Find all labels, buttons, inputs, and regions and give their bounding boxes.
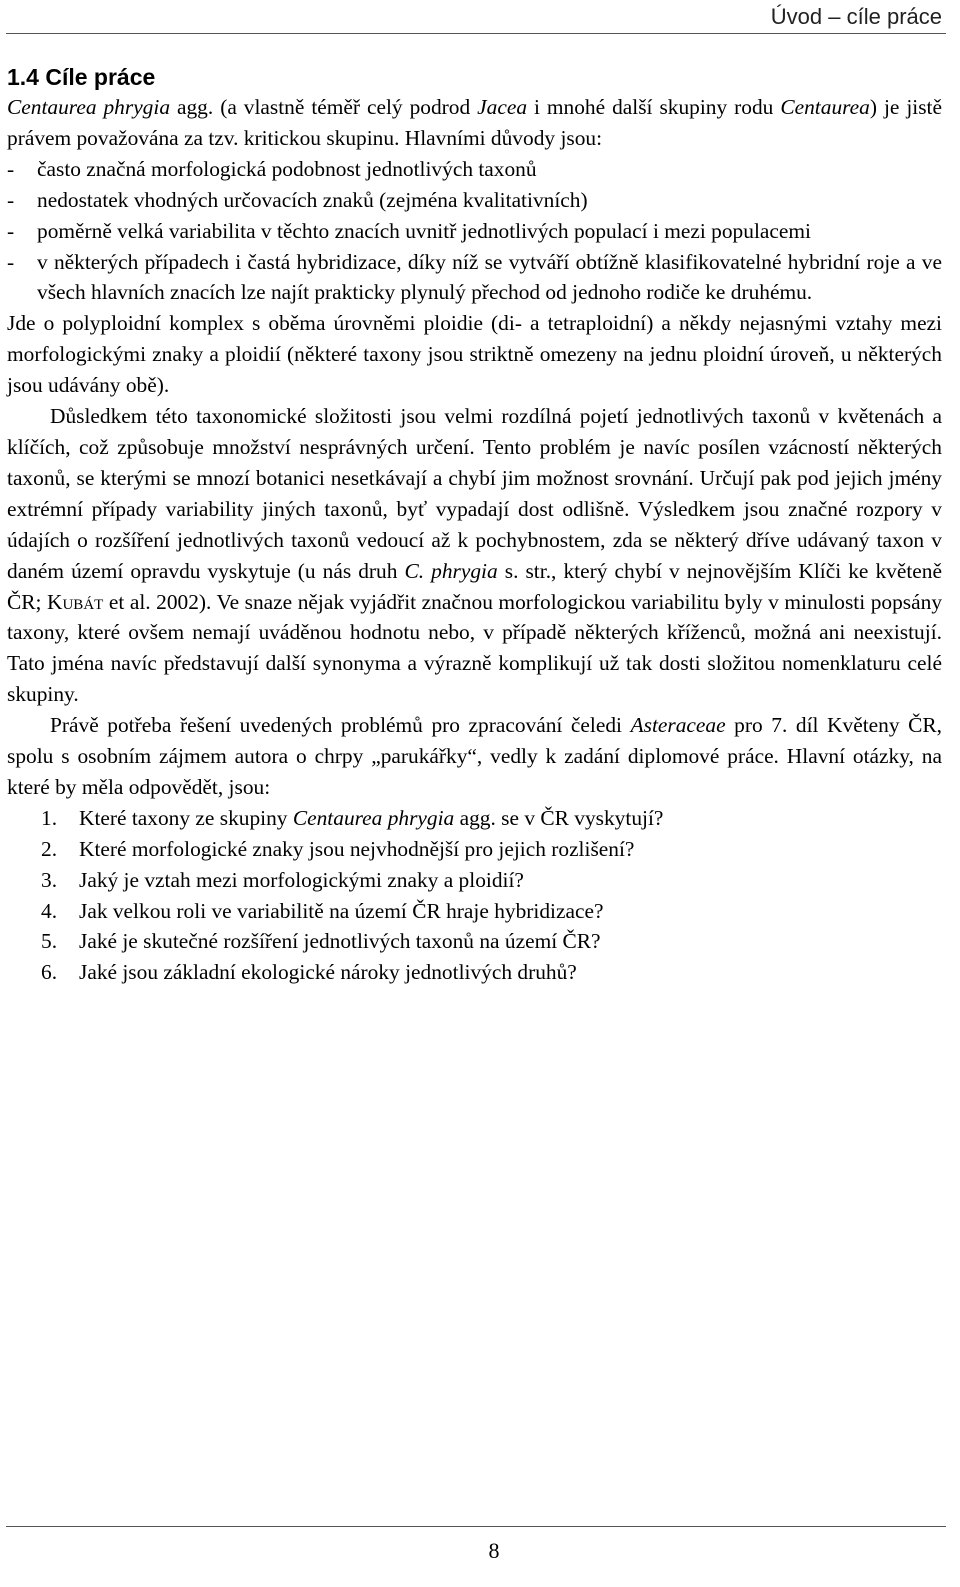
paragraph-text: s. str., který chybí v nejnovějším Klíči ke květeně ČR; — [7, 558, 942, 614]
list-item — [7, 834, 942, 865]
page-content — [7, 60, 942, 988]
taxon-name: Centaurea phrygia — [292, 805, 455, 830]
page-number: 8 — [488, 1538, 500, 1563]
intro-text: i mnohé další skupiny rodu — [527, 95, 781, 119]
list-item-text: Které taxony ze skupiny — [79, 805, 293, 830]
list-item-text: Které morfologické znaky jsou nejvhodnější pro jejich rozlišení? — [79, 836, 635, 861]
taxon-name: Jacea — [477, 95, 528, 119]
list-item — [7, 896, 942, 927]
list-item — [7, 247, 942, 309]
list-item — [7, 926, 942, 957]
list-item — [7, 216, 942, 247]
list-number: 3. — [41, 867, 58, 892]
dash-bullet: - — [7, 187, 15, 212]
paragraph-text: et al. 2002). Ve snaze nějak vyjádřit značnou morfologickou variabilitu byly v minulosti popsány taxony, které ovšem nemají uváděnou hodnotu nebo, v případě některých kříženců, možná ani neexistují. Tato jména navíc představují další synonyma a výrazně komplikují už tak dosti složitou nomenklaturu celé skupiny. — [7, 589, 943, 707]
paragraph-text: Důsledkem této taxonomické složitosti jsou velmi rozdílná pojetí jednotlivých taxonů v květenách a klíčích, což způsobuje množství nesprávných určení. Tento problém je navíc posílen vzácností některých taxonů, se kterými se mnozí botanici nesetkávají a chybí jim možnost srovnání. Určují pak pod jejich jmény extrémní případy variability jiných taxonů, byť vypadají dost odlišně. Výsledkem jsou značné rozpory v údajích o rozšíření jednotlivých taxonů vedoucí až k pochybnostem, zda se některý dříve udávaný taxon v daném území opravdu vyskytuje (u nás druh — [7, 404, 942, 583]
dash-bullet: - — [7, 156, 15, 181]
questions-list — [7, 803, 942, 988]
list-item-text: Jak velkou roli ve variabilitě na území ČR hraje hybridizace? — [79, 898, 604, 923]
dash-bullet: - — [7, 249, 15, 274]
list-item — [7, 865, 942, 896]
list-item-text: agg. se v ČR vyskytují? — [454, 805, 664, 830]
polyploid-paragraph: Jde o polyploidní komplex s oběma úrovněmi ploidie (di- a tetraploidní) a někdy nejasnými vztahy mezi morfologickými znaky a ploidií (některé taxony jsou striktně omezeny na jednu ploidní úroveň, u některých jsou udávány obě). — [7, 311, 942, 398]
intro-text: agg. (a vlastně téměř celý podrod — [170, 95, 478, 119]
list-item-text: Jaké jsou základní ekologické nároky jednotlivých druhů? — [79, 960, 577, 985]
list-number: 2. — [41, 836, 58, 861]
paragraph-text: Právě potřeba řešení uvedených problémů pro zpracování čeledi — [50, 713, 631, 738]
taxon-name: C. phrygia — [404, 558, 498, 583]
reasons-list — [7, 154, 942, 309]
list-item-text: poměrně velká variabilita v těchto znacích uvnitř jednotlivých populací i mezi populacemi — [37, 218, 811, 243]
dash-bullet: - — [7, 218, 15, 243]
need-paragraph — [7, 710, 942, 803]
consequence-paragraph — [7, 401, 942, 710]
list-item-text: nedostatek vhodných určovacích znaků (zejména kvalitativních) — [37, 187, 588, 212]
list-item-text: Jaké je skutečné rozšíření jednotlivých taxonů na území ČR? — [79, 929, 601, 954]
list-item-text: často značná morfologická podobnost jednotlivých taxonů — [37, 156, 537, 181]
list-item-text: v některých případech i častá hybridizace, díky níž se vytváří obtížně klasifikovatelné hybridní roje a ve všech hlavních znacích lze najít prakticky plynulý přechod od jednoho rodiče ke druhému. — [37, 249, 942, 305]
intro-text: ) je jistě právem považována za tzv. kritickou skupinu. Hlavními důvody jsou: — [7, 95, 942, 150]
paragraph-text: pro 7. díl Květeny ČR, spolu s osobním zájmem autora o chrpy „parukářky“, vedly k zadání diplomové práce. Hlavní otázky, na které by měla odpovědět, jsou: — [7, 713, 942, 799]
list-item — [7, 957, 942, 988]
list-item — [7, 154, 942, 185]
list-item-text: Jaký je vztah mezi morfologickými znaky a ploidií? — [79, 867, 524, 892]
header-rule — [6, 33, 946, 34]
taxon-name: Centaurea phrygia — [7, 95, 171, 119]
section-title: 1.4 Cíle práce — [7, 64, 156, 90]
list-number: 1. — [41, 805, 58, 830]
list-item — [7, 803, 942, 834]
list-number: 4. — [41, 898, 58, 923]
intro-paragraph — [7, 92, 942, 154]
list-number: 6. — [41, 960, 58, 985]
footer-rule — [6, 1526, 946, 1527]
list-item — [7, 185, 942, 216]
family-name: Asteraceae — [630, 713, 726, 738]
list-number: 5. — [41, 929, 58, 954]
author-name: Kubát — [47, 589, 104, 614]
running-header: Úvod – cíle práce — [770, 4, 942, 29]
taxon-name: Centaurea — [780, 95, 870, 119]
